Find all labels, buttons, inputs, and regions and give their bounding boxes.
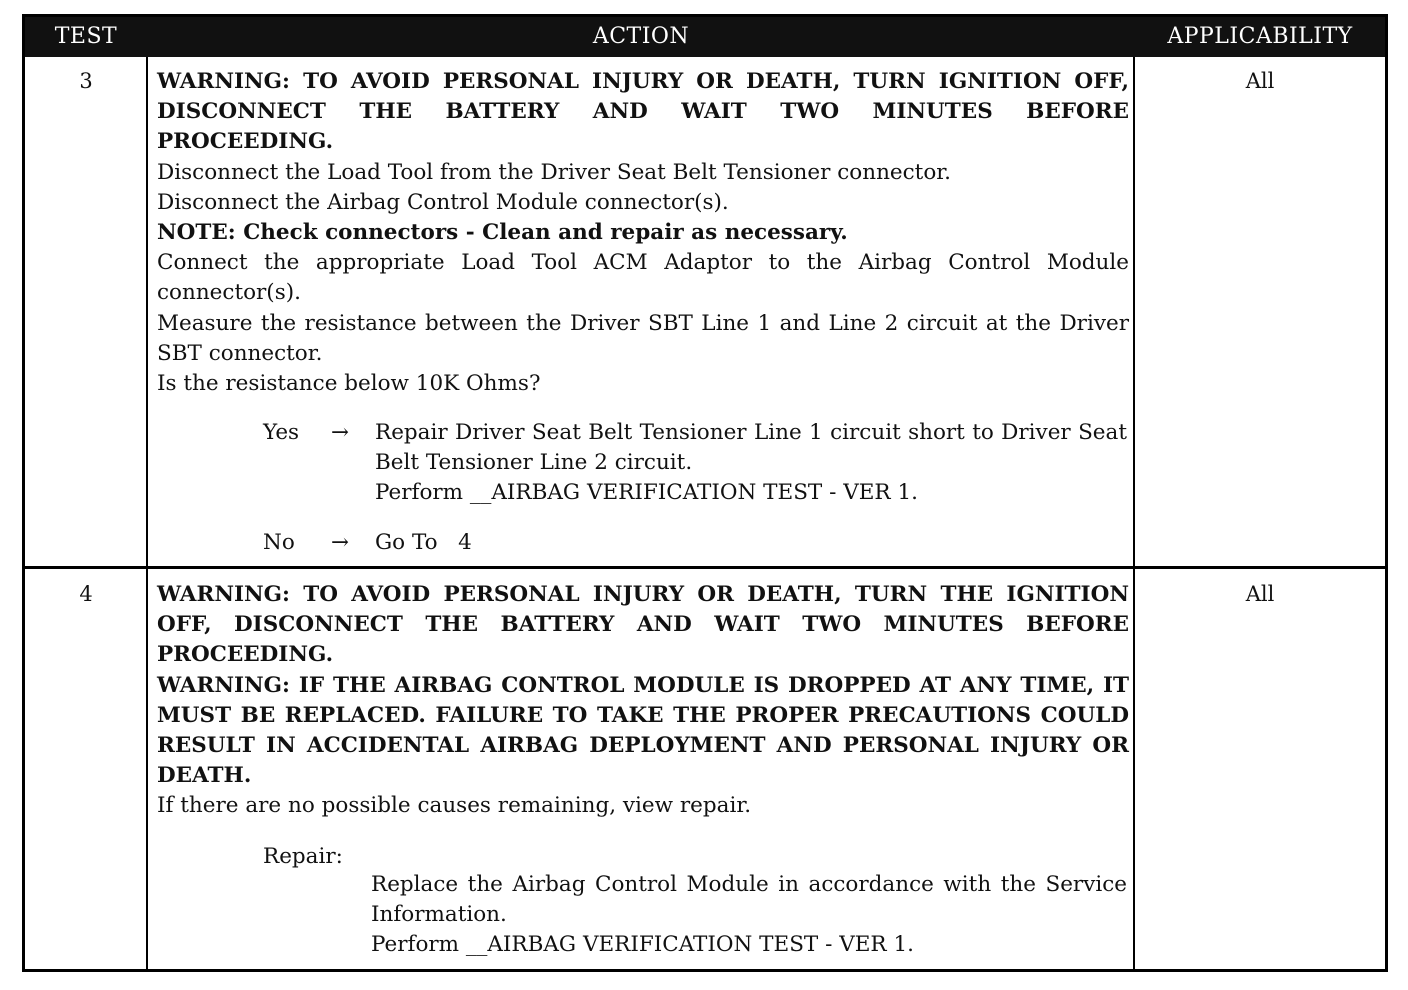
row-divider [25,566,1385,569]
applicability-4: All [1245,582,1275,606]
warning-text: WARNING: TO AVOID PERSONAL INJURY OR DEATH, TURN THE IGNITION OFF, DISCONNECT THE BATTERY AND WAIT TWO MINUTES BEFORE PROCEEDING. [157,582,1129,668]
applicability-3: All [1245,69,1275,93]
arrow-right-icon: → [330,420,349,445]
header-test: TEST [54,24,118,49]
no-label: No [263,530,295,555]
question-text: Is the resistance below 10K Ohms? [157,371,541,397]
repair-label: Repair: [263,844,343,869]
diagnostic-table [22,14,1388,972]
repair-text [371,870,1127,961]
no-text: Go To 4 [375,530,472,555]
yes-perform: Perform __AIRBAG VERIFICATION TEST - VER 1. [375,480,918,506]
action-4 [157,580,1129,822]
action-3 [157,67,1129,399]
column-divider-action [1133,57,1135,969]
repair-perform: Perform __AIRBAG VERIFICATION TEST - VER 1. [371,932,914,958]
column-divider-test [146,57,148,969]
repair-action: Replace the Airbag Control Module in accordance with the Service Information. [371,872,1127,928]
warning-text: WARNING: TO AVOID PERSONAL INJURY OR DEATH, TURN IGNITION OFF, DISCONNECT THE BATTERY AND WAIT TWO MINUTES BEFORE PROCEEDING. [157,69,1129,155]
note-text: NOTE: Check connectors - Clean and repair as necessary. [157,220,848,246]
warning-text: WARNING: IF THE AIRBAG CONTROL MODULE IS DROPPED AT ANY TIME, IT MUST BE REPLACED. FAILURE TO TAKE THE PROPER PRECAUTIONS COULD RESULT IN ACCIDENTAL AIRBAG DEPLOYMENT AND PERSONAL INJURY OR DEATH. [157,672,1129,789]
table-header [25,17,1385,57]
step-text: Measure the resistance between the Driver SBT Line 1 and Line 2 circuit at the Driver SBT connector. [157,310,1129,366]
arrow-right-icon: → [330,530,349,555]
step-text: Disconnect the Airbag Control Module connector(s). [157,189,729,215]
header-action: ACTION [592,24,690,49]
step-text: Connect the appropriate Load Tool ACM Adaptor to the Airbag Control Module connector(s). [157,250,1129,306]
test-number-4: 4 [79,582,93,606]
yes-label: Yes [263,420,300,445]
yes-text [375,418,1127,509]
test-number-3: 3 [79,69,93,93]
step-text: Disconnect the Load Tool from the Driver Seat Belt Tensioner connector. [157,159,952,185]
header-applicability: APPLICABILITY [1167,24,1353,49]
yes-action: Repair Driver Seat Belt Tensioner Line 1 circuit short to Driver Seat Belt Tensioner Line 2 circuit. [375,420,1127,476]
info-text: If there are no possible causes remaining, view repair. [157,793,752,819]
